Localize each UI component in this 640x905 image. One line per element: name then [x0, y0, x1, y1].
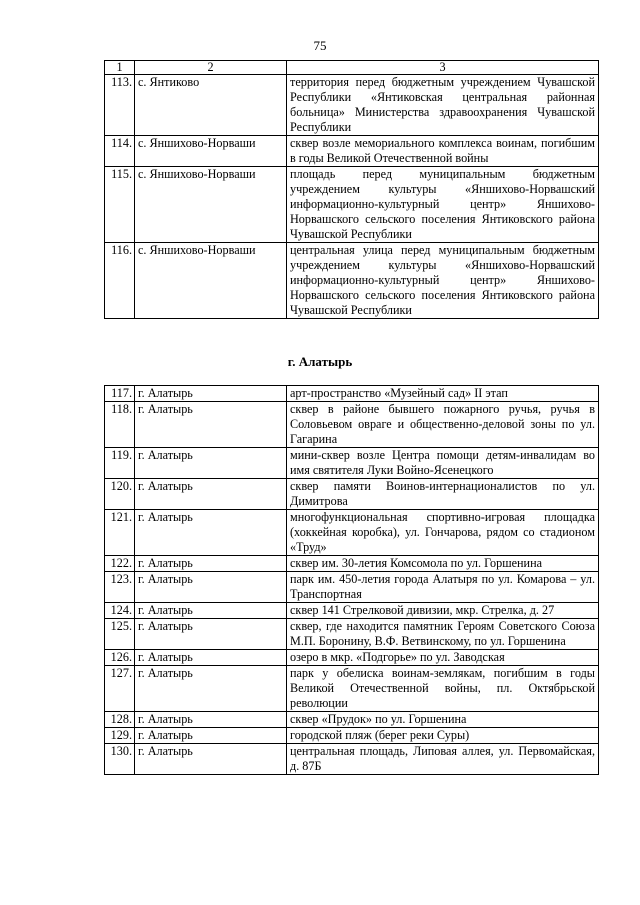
row-description: парк им. 450-летия города Алатыря по ул. Комарова – ул. Транспортная [287, 572, 599, 603]
table-row [105, 136, 599, 167]
row-place: г. Алатырь [135, 402, 287, 448]
table-row [105, 510, 599, 556]
row-description: арт-пространство «Музейный сад» II этап [287, 386, 599, 402]
table-row [105, 243, 599, 319]
row-number: 115. [105, 167, 135, 243]
row-place: г. Алатырь [135, 744, 287, 775]
row-number: 121. [105, 510, 135, 556]
section-heading: г. Алатырь [287, 354, 353, 369]
row-description: центральная улица перед муниципальным бюджетным учреждением культуры «Яншихово-Норвашский информационно-культурный центр» Яншихово-Норвашского сельского поселения Янтиковского района Чувашской Республики [287, 243, 599, 319]
table-row [105, 712, 599, 728]
table-row [105, 650, 599, 666]
table-row [105, 619, 599, 650]
row-description: многофункциональная спортивно-игровая площадка (хоккейная коробка), ул. Гончарова, рядом со стадионом «Труд» [287, 510, 599, 556]
row-description: сквер 141 Стрелковой дивизии, мкр. Стрелка, д. 27 [287, 603, 599, 619]
row-place: г. Алатырь [135, 448, 287, 479]
row-place: г. Алатырь [135, 572, 287, 603]
row-place: с. Яншихово-Норваши [135, 167, 287, 243]
row-place: г. Алатырь [135, 666, 287, 712]
row-place: г. Алатырь [135, 728, 287, 744]
row-description: сквер в районе бывшего пожарного ручья, ручья в Соловьевом овраге и общественно-деловой зоны по ул. Гагарина [287, 402, 599, 448]
table-row [105, 448, 599, 479]
row-number: 123. [105, 572, 135, 603]
row-place: г. Алатырь [135, 712, 287, 728]
table-row [105, 603, 599, 619]
header-col-2: 2 [135, 61, 287, 75]
row-place: г. Алатырь [135, 510, 287, 556]
page-number: 75 [313, 38, 327, 53]
row-description: сквер, где находится памятник Героям Советского Союза М.П. Боронину, В.Ф. Ветвинскому, по ул. Горшенина [287, 619, 599, 650]
row-number: 119. [105, 448, 135, 479]
table-header-row [105, 61, 599, 75]
row-number: 122. [105, 556, 135, 572]
row-place: г. Алатырь [135, 603, 287, 619]
row-description: городской пляж (берег реки Суры) [287, 728, 599, 744]
row-number: 113. [105, 75, 135, 136]
row-description: территория перед бюджетным учреждением Чувашской Республики «Янтиковская центральная районная больница» Министерства здравоохранения Чувашской Республики [287, 75, 599, 136]
row-number: 128. [105, 712, 135, 728]
row-number: 124. [105, 603, 135, 619]
table-row [105, 167, 599, 243]
row-place: г. Алатырь [135, 479, 287, 510]
row-number: 130. [105, 744, 135, 775]
table-row [105, 556, 599, 572]
row-description: озеро в мкр. «Подгорье» по ул. Заводская [287, 650, 599, 666]
row-number: 120. [105, 479, 135, 510]
row-description: сквер им. 30-летия Комсомола по ул. Горшенина [287, 556, 599, 572]
row-description: сквер возле мемориального комплекса воинам, погибшим в годы Великой Отечественной войны [287, 136, 599, 167]
row-description: сквер памяти Воинов-интернационалистов по ул. Димитрова [287, 479, 599, 510]
row-place: г. Алатырь [135, 650, 287, 666]
row-number: 127. [105, 666, 135, 712]
table-row [105, 744, 599, 775]
row-description: площадь перед муниципальным бюджетным учреждением культуры «Яншихово-Норвашский информационно-культурный центр» Яншихово-Норвашского сельского поселения Янтиковского района Чувашской Республики [287, 167, 599, 243]
row-place: г. Алатырь [135, 619, 287, 650]
table-row [105, 666, 599, 712]
row-place: с. Яншихово-Норваши [135, 136, 287, 167]
row-number: 118. [105, 402, 135, 448]
table-bottom [104, 385, 599, 775]
row-place: с. Янтиково [135, 75, 287, 136]
row-description: мини-сквер возле Центра помощи детям-инвалидам во имя святителя Луки Войно-Ясенецкого [287, 448, 599, 479]
row-description: сквер «Прудок» по ул. Горшенина [287, 712, 599, 728]
header-col-1: 1 [105, 61, 135, 75]
table-row [105, 75, 599, 136]
row-number: 116. [105, 243, 135, 319]
row-number: 117. [105, 386, 135, 402]
table-row [105, 386, 599, 402]
header-col-3: 3 [287, 61, 599, 75]
table-row [105, 728, 599, 744]
row-number: 129. [105, 728, 135, 744]
row-place: г. Алатырь [135, 556, 287, 572]
row-number: 114. [105, 136, 135, 167]
row-place: г. Алатырь [135, 386, 287, 402]
table-top [104, 60, 599, 319]
table-row [105, 479, 599, 510]
row-number: 125. [105, 619, 135, 650]
row-description: центральная площадь, Липовая аллея, ул. Первомайская, д. 87Б [287, 744, 599, 775]
row-place: с. Яншихово-Норваши [135, 243, 287, 319]
row-number: 126. [105, 650, 135, 666]
table-row [105, 402, 599, 448]
row-description: парк у обелиска воинам-землякам, погибшим в годы Великой Отечественной войны, пл. Октябрьской революции [287, 666, 599, 712]
table-row [105, 572, 599, 603]
